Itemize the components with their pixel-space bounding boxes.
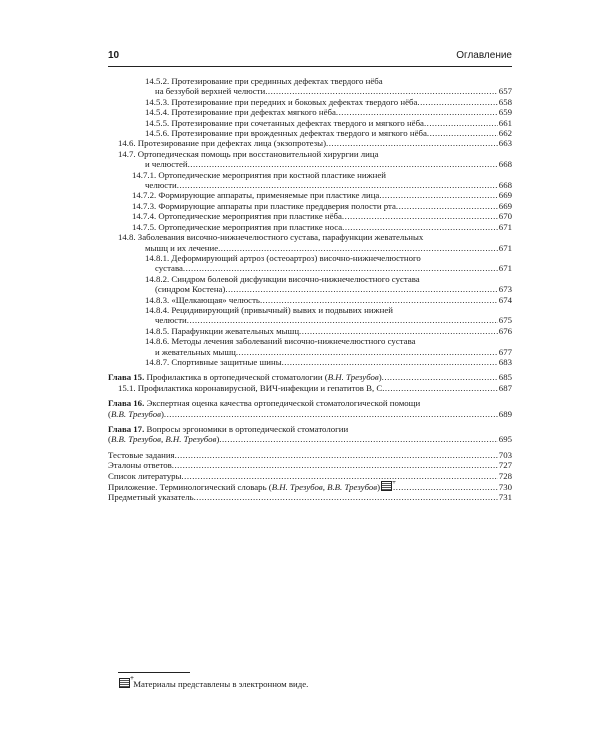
toc-entry-title	[145, 97, 417, 107]
page-ref: 727	[498, 460, 512, 471]
entry-text: Экспертная оценка качества ортопедической стоматологической помощи	[144, 398, 421, 409]
page-ref: 662	[498, 128, 512, 139]
dot-leader	[194, 492, 498, 502]
toc-entry-title	[145, 159, 188, 169]
entry-author: В.В. Трезубов	[110, 408, 161, 419]
toc-entry-title	[108, 481, 397, 493]
toc-entry-title	[145, 295, 260, 305]
page-ref: 663	[498, 138, 512, 149]
toc-entry[interactable]	[108, 284, 512, 294]
toc-entry-title	[145, 243, 218, 253]
dot-leader	[172, 460, 498, 470]
dot-leader	[336, 107, 498, 117]
page-ref: 685	[498, 372, 512, 383]
toc-entry[interactable]	[108, 295, 512, 305]
toc-entry-title	[145, 118, 424, 128]
entry-text: 14.6. Протезирование при дефектах лица (экзопротезы)	[118, 138, 326, 149]
toc-entry-title	[145, 326, 299, 336]
toc-entry-title	[155, 315, 187, 325]
dot-leader	[382, 372, 498, 382]
toc-entry-title	[118, 232, 423, 242]
page-ref: 687	[498, 382, 512, 393]
entry-author: В.В. Трезубов, В.Н. Трезубов	[110, 434, 217, 445]
entry-text: Предметный указатель	[108, 492, 194, 503]
toc-entry[interactable]	[108, 347, 512, 357]
page-ref: 671	[498, 242, 512, 253]
toc-entry[interactable]	[108, 201, 512, 211]
page-number: 10	[108, 50, 120, 61]
page-ref: 673	[498, 284, 512, 295]
dot-leader	[225, 284, 497, 294]
page-ref: 695	[498, 434, 512, 445]
page-ref: 671	[498, 263, 512, 274]
toc-entry[interactable]	[108, 481, 512, 492]
toc-entry[interactable]	[108, 190, 512, 200]
entry-text: Профилактика в ортопедической стоматологии (	[144, 372, 328, 383]
toc-entry[interactable]	[108, 398, 512, 408]
dot-leader	[424, 118, 498, 128]
dot-leader	[326, 138, 498, 148]
toc-entry[interactable]	[108, 326, 512, 336]
toc-entry[interactable]	[108, 263, 512, 273]
toc-entry[interactable]	[108, 315, 512, 325]
dot-leader	[342, 222, 498, 232]
page-ref: 730	[498, 482, 512, 493]
toc-entry-title	[155, 347, 236, 357]
dot-leader	[282, 357, 498, 367]
page-ref: 668	[498, 159, 512, 170]
entry-text: и челюстей	[145, 159, 188, 170]
footnote	[118, 674, 309, 689]
entry-text: Тестовые задания	[108, 449, 175, 460]
dot-leader	[396, 201, 498, 211]
entry-text: (синдром Костена)	[155, 284, 226, 295]
toc-entry[interactable]	[108, 424, 512, 434]
section-title: Оглавление	[456, 50, 512, 61]
page-ref: 689	[498, 408, 512, 419]
page-ref: 669	[498, 200, 512, 211]
dot-leader	[265, 86, 498, 96]
footnote-text: Материалы представлены в электронном виде.	[133, 679, 309, 689]
toc-entry[interactable]	[108, 97, 512, 107]
page-ref: 669	[498, 190, 512, 201]
ebook-icon: +	[119, 678, 130, 688]
entry-text: челюсти	[145, 180, 177, 191]
page-ref: 731	[498, 492, 512, 503]
entry-text: 14.7.3. Формирующие аппараты при пластике преддверия полости рта	[132, 200, 396, 211]
entry-text: Эталоны ответов	[108, 460, 172, 471]
entry-text: 14.8.6. Методы лечения заболеваний височно-нижнечелюстного сустава	[145, 336, 416, 347]
entry-text: сустава	[155, 263, 183, 274]
dot-leader	[417, 97, 497, 107]
toc-entry-title	[108, 492, 194, 502]
dot-leader	[175, 450, 498, 460]
page-ref: 728	[498, 470, 512, 481]
dot-leader	[188, 159, 498, 169]
toc-entry[interactable]	[108, 170, 512, 180]
entry-text: 14.8.3. «Щелкающая» челюсть	[145, 294, 260, 305]
toc-entry[interactable]	[108, 357, 512, 367]
page-ref: 658	[498, 96, 512, 107]
page-ref: 657	[498, 86, 512, 97]
dot-leader	[382, 383, 498, 393]
entry-text: 14.5.2. Протезирование при срединных дефектах твердого нёба	[145, 76, 383, 86]
entry-text: Список литературы	[108, 470, 182, 481]
entry-text: и жевательных мышц	[155, 346, 236, 357]
table-of-contents	[108, 76, 512, 503]
entry-text: (	[108, 408, 111, 419]
toc-entry-title	[108, 471, 181, 481]
toc-entry-title	[108, 424, 348, 434]
toc-entry[interactable]	[108, 159, 512, 169]
toc-entry[interactable]	[108, 232, 512, 242]
entry-text: мышц и их лечение	[145, 242, 219, 253]
page-ref: 683	[498, 356, 512, 367]
toc-entry-title	[118, 138, 326, 148]
toc-entry-title	[132, 170, 386, 180]
dot-leader	[236, 347, 498, 357]
toc-entry-title	[145, 253, 421, 263]
toc-entry[interactable]	[108, 222, 512, 232]
dot-leader	[219, 434, 498, 444]
entry-text: 14.5.3. Протезирование при передних и боковых дефектах твердого нёба	[145, 96, 418, 107]
toc-entry-title	[132, 211, 342, 221]
toc-entry[interactable]	[108, 460, 512, 470]
toc-entry[interactable]	[108, 336, 512, 346]
entry-text: 14.7. Ортопедическая помощь при восстановительной хирургии лица	[118, 148, 379, 159]
toc-entry-title	[145, 357, 282, 367]
page-ref: 668	[498, 180, 512, 191]
chapter-label: Глава 15.	[108, 372, 145, 383]
toc-entry-title	[155, 284, 225, 294]
entry-text: 14.8.1. Деформирующий артроз (остеоартроз) височно-нижнечелюстного	[145, 252, 421, 263]
entry-text: 14.8. Заболевания височно-нижнечелюстного сустава, парафункции жевательных	[118, 232, 424, 243]
entry-text: челюсти	[155, 315, 187, 326]
dot-leader	[181, 471, 497, 481]
chapter-label: Глава 17.	[108, 424, 145, 434]
dot-leader	[379, 190, 497, 200]
toc-entry-title	[108, 372, 382, 382]
toc-entry[interactable]	[108, 409, 512, 419]
dot-leader	[218, 243, 498, 253]
dot-leader	[299, 326, 498, 336]
entry-text: Приложение. Терминологический словарь (	[108, 482, 272, 493]
page-ref: 670	[498, 211, 512, 222]
dot-leader	[342, 211, 498, 221]
footnote-divider	[118, 672, 190, 673]
toc-entry[interactable]	[108, 128, 512, 138]
entry-text-suffix: )	[160, 408, 164, 419]
toc-entry-title	[132, 190, 379, 200]
toc-entry-title	[145, 128, 427, 138]
toc-entry[interactable]	[108, 492, 512, 502]
entry-author: В.Н. Трезубов	[327, 372, 379, 383]
page-ref: 674	[498, 294, 512, 305]
dot-leader	[187, 315, 498, 325]
entry-text: 14.8.5. Парафункции жевательных мышц	[145, 325, 300, 336]
page-ref: 659	[498, 107, 512, 118]
toc-entry[interactable]	[108, 107, 512, 117]
toc-entry-title	[145, 274, 420, 284]
toc-entry-title	[118, 149, 379, 159]
toc-entry-title	[108, 434, 219, 444]
toc-entry-title	[118, 383, 382, 393]
toc-entry[interactable]	[108, 434, 512, 444]
dot-leader	[427, 128, 498, 138]
entry-text: 14.5.4. Протезирование при дефектах мягкого нёба	[145, 107, 336, 118]
entry-text: 14.8.2. Синдром болевой дисфункции височно-нижнечелюстного сустава	[145, 273, 420, 284]
entry-text: 14.8.4. Рецидивирующий (привычный) вывих и подвывих нижней	[145, 304, 393, 315]
entry-text: 14.7.5. Ортопедические мероприятия при пластике носа	[132, 221, 343, 232]
entry-text: 14.5.5. Протезирование при сочетанных дефектах твердого и мягкого нёба	[145, 117, 424, 128]
entry-author: В.Н. Трезубов, В.В. Трезубов	[271, 482, 378, 493]
entry-text: 14.7.4. Ортопедические мероприятия при пластике нёба	[132, 211, 342, 222]
toc-entry[interactable]	[108, 138, 512, 148]
toc-entry[interactable]	[108, 305, 512, 315]
page-ref: 661	[498, 117, 512, 128]
entry-text: Вопросы эргономики в ортопедической стоматологии	[144, 424, 349, 434]
ebook-icon: +	[381, 481, 392, 491]
toc-entry[interactable]	[108, 253, 512, 263]
page-ref: 675	[498, 315, 512, 326]
toc-entry-title	[145, 107, 336, 117]
toc-entry[interactable]	[108, 383, 512, 393]
toc-entry[interactable]	[108, 243, 512, 253]
chapter-label: Глава 16.	[108, 398, 145, 409]
entry-text-suffix: )	[216, 434, 220, 445]
entry-text: на беззубой верхней челюсти	[155, 86, 266, 97]
toc-entry-title	[155, 263, 183, 273]
page-ref: 676	[498, 325, 512, 336]
entry-text: 14.7.2. Формирующие аппараты, применяемые при пластике лица	[132, 190, 380, 201]
toc-entry-title	[155, 86, 265, 96]
entry-text-suffix: )	[377, 482, 381, 493]
toc-entry-title	[132, 201, 396, 211]
toc-entry-title	[145, 336, 416, 346]
page-ref: 703	[498, 449, 512, 460]
toc-entry-title	[145, 180, 177, 190]
toc-entry-title	[132, 222, 342, 232]
toc-entry-title	[145, 305, 393, 315]
dot-leader	[177, 180, 498, 190]
toc-entry[interactable]	[108, 274, 512, 284]
page-ref: 677	[498, 346, 512, 357]
dot-leader	[260, 295, 498, 305]
entry-text: 14.8.7. Спортивные защитные шины	[145, 356, 282, 367]
toc-entry[interactable]	[108, 471, 512, 481]
toc-entry-title	[108, 398, 420, 408]
toc-entry-title	[145, 76, 383, 86]
dot-leader	[183, 263, 498, 273]
page-ref: 671	[498, 221, 512, 232]
page-header	[108, 50, 512, 67]
dot-leader	[393, 482, 498, 492]
entry-text-suffix: )	[378, 372, 382, 383]
entry-text: 15.1. Профилактика коронавирусной, ВИЧ-инфекции и гепатитов В, С	[118, 382, 383, 393]
toc-entry[interactable]	[108, 372, 512, 382]
toc-entry-title	[108, 460, 172, 470]
toc-entry[interactable]	[108, 450, 512, 460]
entry-text: (	[108, 434, 111, 445]
entry-text: 14.7.1. Ортопедические мероприятия при костной пластике нижней	[132, 169, 386, 180]
toc-entry[interactable]	[108, 149, 512, 159]
entry-text: 14.5.6. Протезирование при врожденных дефектах твердого и мягкого нёба	[145, 128, 427, 139]
dot-leader	[164, 409, 498, 419]
toc-entry[interactable]	[108, 76, 512, 86]
toc-entry[interactable]	[108, 180, 512, 190]
toc-entry[interactable]	[108, 118, 512, 128]
toc-entry[interactable]	[108, 211, 512, 221]
toc-entry-title	[108, 409, 164, 419]
toc-entry[interactable]	[108, 86, 512, 96]
toc-entry-title	[108, 450, 175, 460]
